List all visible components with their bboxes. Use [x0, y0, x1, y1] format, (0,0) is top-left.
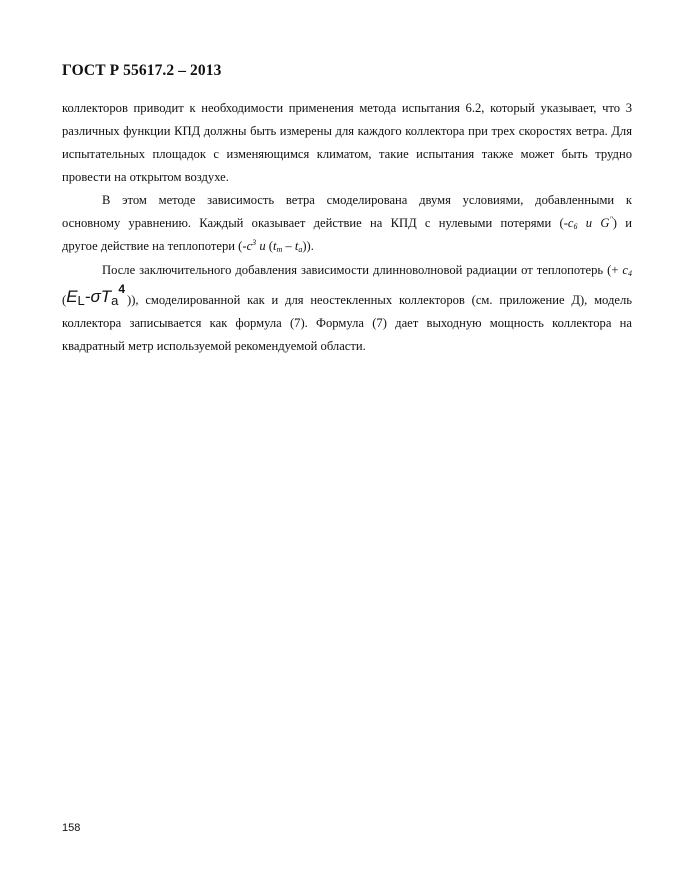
paragraph-1-line-1: коллекторов приводит к необходимости применения метода испытания 6.2, который указывает, что 3 [62, 101, 632, 115]
document-header: ГОСТ Р 55617.2 – 2013 [62, 62, 222, 79]
symbol-G [600, 216, 612, 230]
paragraph-2-line-2-text: основному уравнению. Каждый оказывает действие на КПД с нулевыми потерями (- [62, 216, 568, 230]
formula-L-subscript: L [77, 293, 85, 308]
paragraph-2-line-3: другое действие на теплопотери ($-c^3$ u $(t_m - t_a)$). [62, 238, 314, 254]
formula-minus-sigma-T: -σT [84, 287, 112, 306]
paragraph-2-line-3-text: другое действие на теплопотери (- [62, 239, 247, 253]
paragraph-3-line-1-text: После заключительного добавления зависимости длинноволновой радиации от теплопотерь (+ [102, 263, 623, 277]
c4-letter: c [622, 263, 628, 277]
symbol-tm [273, 239, 282, 253]
c4-subscript: 4 [628, 269, 632, 278]
paragraph-2-line-2 [62, 212, 632, 235]
page-number: 158 [62, 822, 81, 834]
paragraph-3-line-2 [62, 282, 632, 312]
symbol-c6 [568, 216, 578, 230]
formula-exponent: 4 [118, 282, 125, 296]
paragraph-2-line-3-suffix: )). [302, 239, 314, 253]
tm-subscript: m [276, 245, 283, 254]
paragraph-1-line-2: различных функции КПД должны быть измерены для каждого коллектора при трех скоростях ветра. Для [62, 124, 632, 138]
symbol-u-2: u [259, 239, 266, 253]
open-paren: ( [62, 293, 67, 307]
G-superscript: " [609, 215, 613, 224]
paragraph-3-line-2-text: )), смоделированной как и для неостекленных коллекторов (см. приложение Д), модель [127, 293, 632, 307]
paragraph-3-line-3: коллектора записывается как формула (7). Формула (7) дает выходную мощность коллектора на [62, 316, 632, 330]
paragraph-3-line-1 [62, 259, 632, 282]
ta-subscript: a [298, 245, 303, 254]
formula-a-subscript: a [111, 293, 119, 308]
paragraph-2 [62, 189, 632, 258]
paragraph-1-line-3: испытательных площадок с изменяющимся климатом, такие испытания также может быть трудно [62, 147, 632, 161]
symbol-c3 [247, 239, 257, 253]
paragraph-2-line-2-suffix: ) и [612, 216, 632, 230]
paragraph-3-line-4: квадратный метр используемой рекомендуемой области. [62, 339, 366, 353]
c3-superscript: 3 [252, 238, 257, 247]
minus-sign: – [282, 239, 295, 253]
ta-letter: t [294, 239, 299, 253]
G-letter: G [600, 216, 610, 230]
paragraph-1-line-4: провести на открытом воздухе. [62, 170, 229, 184]
body-text [62, 97, 632, 358]
formula-E: E [66, 287, 78, 306]
tm-letter: t [272, 239, 277, 253]
symbol-c4 [622, 263, 632, 277]
c6-letter: c [567, 216, 574, 230]
formula-longwave [66, 282, 125, 308]
paragraph-1 [62, 97, 632, 189]
c6-subscript: 6 [573, 222, 578, 231]
symbol-u: u [585, 216, 593, 230]
paragraph-2-line-1: В этом методе зависимость ветра смоделирована двумя условиями, добавленными к [102, 193, 632, 207]
paragraph-3 [62, 259, 632, 358]
c3-letter: c [246, 239, 253, 253]
